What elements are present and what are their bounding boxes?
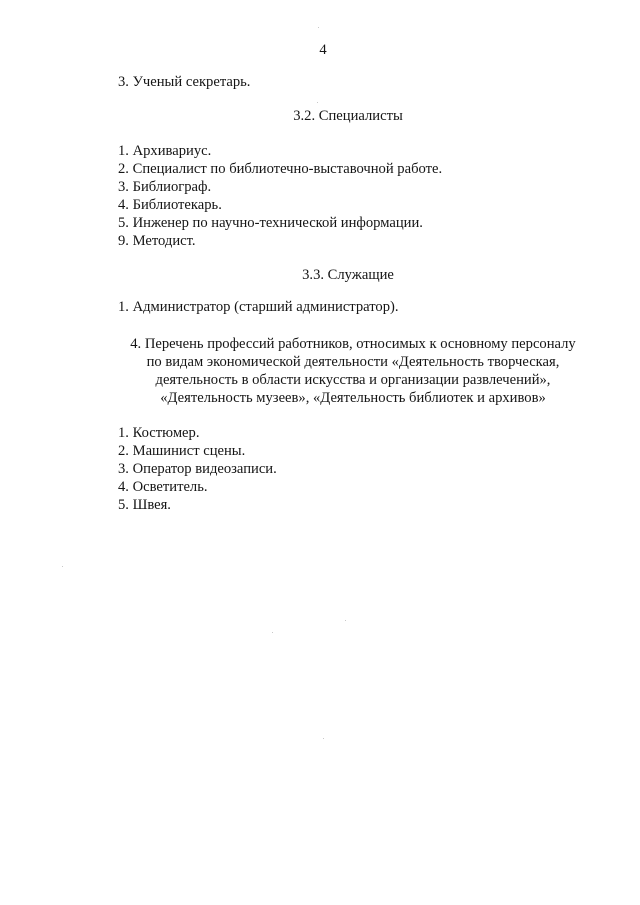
list-item: 1. Архивариус. — [118, 143, 212, 159]
list-item: 3. Библиограф. — [118, 179, 212, 195]
list-item: 3. Ученый секретарь. — [118, 74, 251, 90]
list-item: 5. Инженер по научно-технической информации. — [118, 215, 423, 231]
scan-speck — [323, 738, 324, 739]
section-4-title-line: по видам экономической деятельности «Деятельность творческая, — [146, 354, 560, 370]
section-heading-specialists: 3.2. Специалисты — [293, 108, 403, 124]
list-item: 4. Библиотекарь. — [118, 197, 222, 213]
scan-speck — [62, 566, 63, 567]
scan-speck — [318, 27, 319, 28]
section-4-title-line: «Деятельность музеев», «Деятельность библиотек и архивов» — [160, 390, 546, 406]
list-item: 1. Администратор (старший администратор). — [118, 299, 399, 315]
list-item: 2. Специалист по библиотечно-выставочной работе. — [118, 161, 443, 177]
section-4-title-line: деятельность в области искусства и организации развлечений», — [155, 372, 551, 388]
list-item: 9. Методист. — [118, 233, 196, 249]
list-item: 4. Осветитель. — [118, 479, 208, 495]
scan-speck — [345, 620, 346, 621]
list-item: 1. Костюмер. — [118, 425, 200, 441]
list-item: 3. Оператор видеозаписи. — [118, 461, 277, 477]
scan-speck — [272, 632, 273, 633]
section-heading-employees: 3.3. Служащие — [302, 267, 394, 283]
list-item: 2. Машинист сцены. — [118, 443, 246, 459]
list-item: 5. Швея. — [118, 497, 171, 513]
page-number: 4 — [319, 42, 327, 58]
scan-speck — [317, 102, 318, 103]
section-4-title-line: 4. Перечень профессий работников, относимых к основному персоналу — [130, 336, 576, 352]
